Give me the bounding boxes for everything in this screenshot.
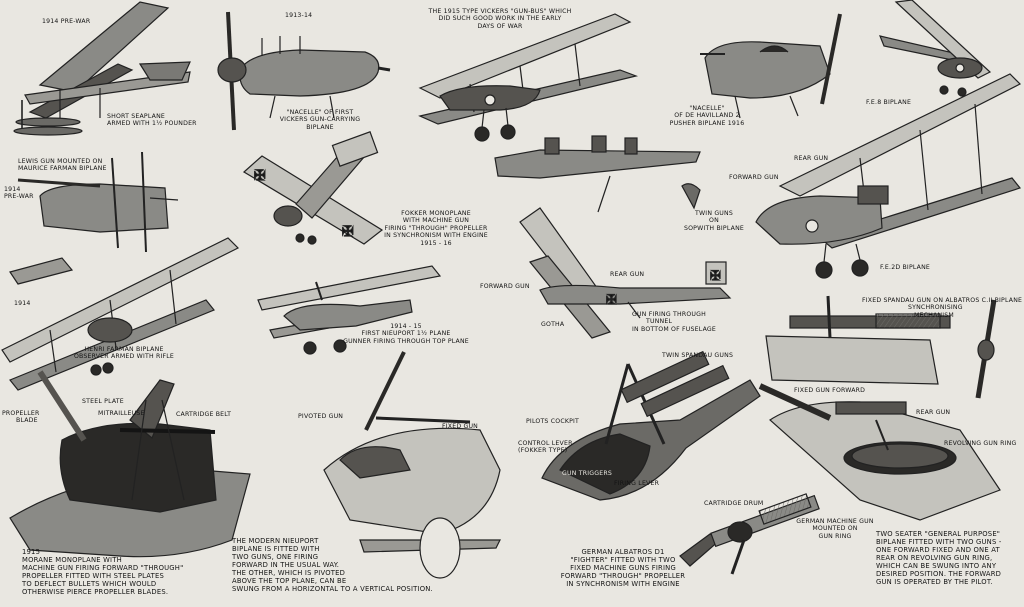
caption-revolving-ring: REVOLVING GUN RING	[944, 440, 1017, 447]
caption-1914: 1914	[14, 300, 31, 307]
caption-gun-triggers: GUN TRIGGERS	[562, 470, 612, 477]
caption-fixed-gun: FIXED GUN	[442, 423, 479, 430]
caption-pivoted-gun: PIVOTED GUN	[298, 413, 344, 420]
svg-text:✠: ✠	[254, 168, 266, 184]
caption-1913-14: 1913-14	[285, 12, 313, 19]
caption-albatros-d1: GERMAN ALBATROS D1 "FIGHTER" FITTED WITH TWO FIXED MACHINE GUNS FIRING FORWARD "THROUGH" PROPELLER IN SYNCHRONISM WITH ENGINE	[560, 548, 686, 588]
caption-modern-nieuport: THE MODERN NIEUPORT BIPLANE IS FITTED WITH TWO GUNS, ONE FIRING FORWARD IN THE USUAL WAY. THE OTHER, WHICH IS PIVOTED ABOVE THE TOP PLANE, CAN BE SWUNG FROM A HORIZONTAL TO A VERTICAL POSITION.	[232, 537, 433, 593]
caption-pilots-cockpit: PILOTS COCKPIT	[526, 418, 580, 425]
caption-nieuport: 1914 - 15 FIRST NIEUPORT 1½ PLANE GUNNER FIRING THROUGH TOP PLANE	[343, 323, 469, 345]
caption-twin-spandau: TWIN SPANDAU GUNS	[662, 352, 734, 359]
caption-henri-farman: HENRI FARMAN BIPLANE OBSERVER ARMED WITH RIFLE	[73, 346, 175, 361]
caption-cartridge-drum: CARTRIDGE DRUM	[704, 500, 764, 507]
caption-nacelle-vickers: "NACELLE" OF FIRST VICKERS GUN-CARRYING BIPLANE	[279, 109, 361, 131]
caption-german-mg: GERMAN MACHINE GUN MOUNTED ON GUN RING	[796, 518, 874, 540]
caption-two-seater: TWO SEATER "GENERAL PURPOSE" BIPLANE FITTED WITH TWO GUNS - ONE FORWARD FIXED AND ONE AT REAR ON REVOLVING GUN RING, WHICH CAN BE SWUNG INTO ANY DESIRED POSITION. THE FORWARD GUN IS OPERATED BY THE PILOT.	[876, 530, 1002, 586]
caption-lewis-gun: LEWIS GUN MOUNTED ON MAURICE FARMAN BIPLANE	[18, 158, 107, 173]
caption-fe2d: F.E.2D BIPLANE	[880, 264, 931, 271]
caption-morane: 1915 MORANE MONOPLANE WITH MACHINE GUN FIRING FORWARD "THROUGH" PROPELLER FITTED WITH STEEL PLATES TO DEFLECT BULLETS WHICH WOULD OTHERWISE PIERCE PROPELLER BLADES.	[22, 548, 184, 596]
caption-nacelle-dh2: "NACELLE" OF DE HAVILLAND 2 PUSHER BIPLANE 1916	[669, 105, 745, 127]
caption-control-lever: CONTROL LEVER (FOKKER TYPE)	[518, 440, 573, 455]
caption-gotha: GOTHA	[541, 321, 565, 328]
caption-cartridge-belt: CARTRIDGE BELT	[176, 411, 232, 418]
caption-twin-guns: TWIN GUNS ON SOPWITH BIPLANE	[683, 210, 745, 232]
caption-firing-lever: FIRING LEVER	[614, 480, 660, 487]
caption-vickers-gunbus: THE 1915 TYPE VICKERS "GUN-BUS" WHICH DID SUCH GOOD WORK IN THE EARLY DAYS OF WAR	[428, 8, 572, 30]
caption-mitrailleuse: MITRAILLEUSE	[98, 410, 145, 417]
caption-spandau: FIXED SPANDAU GUN ON ALBATROS C.II BIPLANE SYNCHRONISING MECHANISM	[862, 297, 1023, 319]
caption-seaplane: SHORT SEAPLANE ARMED WITH 1½ POUNDER	[107, 113, 197, 128]
caption-rear-gun-gotha: REAR GUN	[610, 271, 645, 278]
caption-forward-gun-fe2d: FORWARD GUN	[729, 174, 779, 181]
caption-forward-gun-gotha: FORWARD GUN	[480, 283, 530, 290]
caption-propeller-blade: PROPELLER BLADE	[2, 410, 40, 425]
caption-pre-war-1914: 1914 PRE-WAR	[42, 18, 91, 25]
svg-text:✠: ✠	[710, 269, 721, 284]
caption-rear-gun-ring: REAR GUN	[916, 409, 951, 416]
svg-text:✠: ✠	[606, 293, 617, 308]
caption-fe8: F.E.8 BIPLANE	[866, 99, 912, 106]
svg-text:✠: ✠	[342, 224, 354, 240]
caption-gotha-tunnel: GUN FIRING THROUGH TUNNEL IN BOTTOM OF FUSELAGE	[632, 311, 716, 333]
caption-pre-war-1914-b: 1914 PRE-WAR	[4, 186, 34, 201]
caption-fixed-gun-forward: FIXED GUN FORWARD	[794, 387, 866, 394]
caption-fokker: FOKKER MONOPLANE WITH MACHINE GUN FIRING "THROUGH" PROPELLER IN SYNCHRONISM WITH ENGINE 1915 - 16	[384, 210, 488, 247]
caption-rear-gun-fe2d: REAR GUN	[794, 155, 829, 162]
caption-steel-plate: STEEL PLATE	[82, 398, 124, 405]
